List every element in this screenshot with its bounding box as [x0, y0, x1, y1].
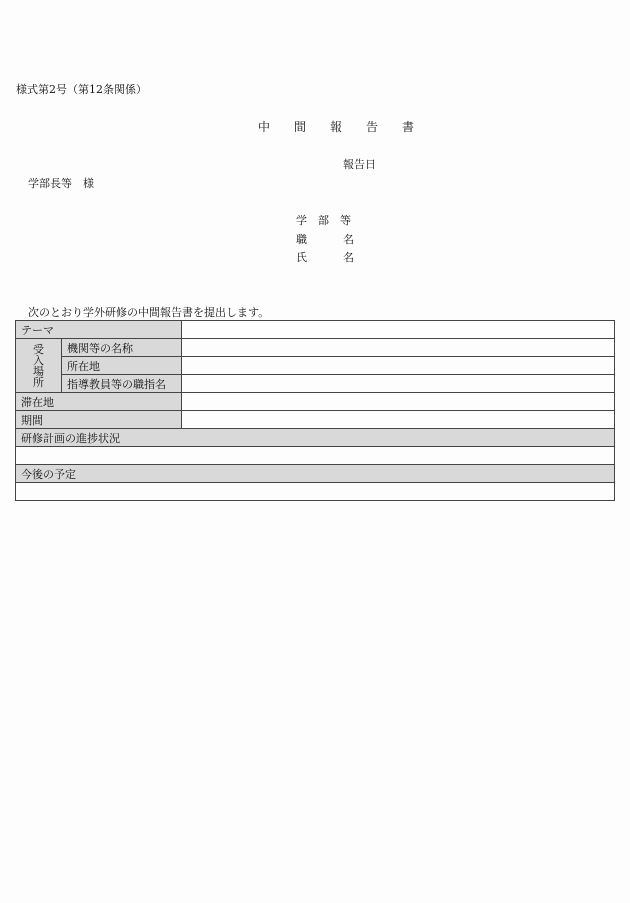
host-name-row: [16, 339, 615, 357]
period-label: 期間: [16, 411, 182, 429]
progress-header-row: [16, 429, 615, 447]
period-row: [16, 411, 615, 429]
stay-location-field[interactable]: [182, 393, 615, 411]
signature-name-right: 名: [343, 251, 354, 264]
addressee: 学部長等 様: [28, 177, 94, 190]
future-plan-label: 今後の予定: [16, 465, 615, 483]
host-institution-field[interactable]: [182, 339, 615, 357]
host-address-row: [16, 357, 615, 375]
theme-field[interactable]: [182, 321, 615, 339]
theme-label: テーマ: [16, 321, 182, 339]
form-number: 様式第2号（第12条関係）: [16, 83, 147, 96]
report-form-table: [15, 320, 615, 501]
report-date-label: 報告日: [343, 158, 376, 171]
progress-label: 研修計画の進捗状況: [16, 429, 615, 447]
signature-department: [296, 212, 351, 228]
host-address-label: 所在地: [62, 357, 182, 375]
host-label-char: 場: [33, 364, 44, 378]
theme-row: [16, 321, 615, 339]
progress-body-row: [16, 447, 615, 465]
host-location-label: [16, 339, 62, 393]
supervisor-field[interactable]: [182, 375, 615, 393]
signature-position-left: 職: [296, 233, 307, 246]
host-institution-label: 機関等の名称: [62, 339, 182, 357]
stay-location-label: 滞在地: [16, 393, 182, 411]
period-field[interactable]: [182, 411, 615, 429]
signature-position-right: 名: [343, 233, 354, 246]
host-label-char: 所: [33, 375, 44, 389]
future-plan-header-row: [16, 465, 615, 483]
signature-name-left: 氏: [296, 251, 307, 264]
future-plan-body-row: [16, 483, 615, 501]
stay-location-row: [16, 393, 615, 411]
host-label-char: 入: [33, 353, 44, 367]
supervisor-label: 指導教員等の職指名: [62, 375, 182, 393]
future-plan-field[interactable]: [16, 483, 615, 501]
progress-field[interactable]: [16, 447, 615, 465]
intro-text: 次のとおり学外研修の中間報告書を提出します。: [28, 306, 270, 319]
signature-department-label: 学 部 等: [296, 214, 351, 227]
supervisor-row: [16, 375, 615, 393]
document-title: 中 間 報 告 書: [258, 120, 421, 134]
host-label-char: 受: [33, 342, 44, 356]
host-address-field[interactable]: [182, 357, 615, 375]
